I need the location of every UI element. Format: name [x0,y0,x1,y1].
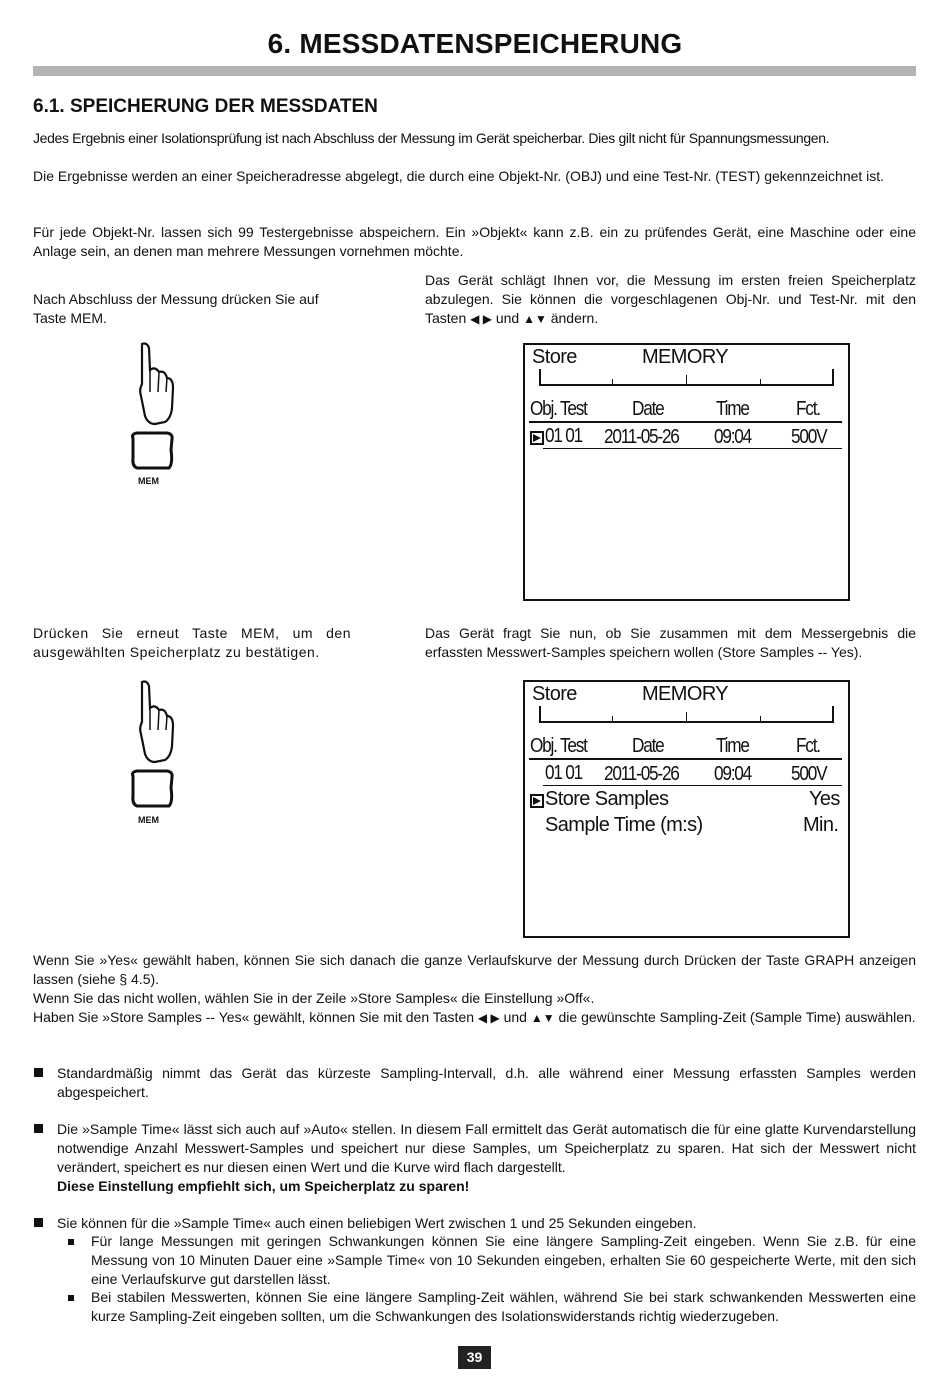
page-number: 39 [458,1346,491,1369]
bullet-2-bold: Diese Einstellung empfiehlt sich, um Speicherplatz zu sparen! [57,1178,470,1194]
lcd1-cursor-icon [530,431,544,445]
up-down-arrows-icon: ▲▼ [523,312,547,326]
finger-press-icon [125,340,180,490]
lcd2-scale-right [832,706,834,723]
bullet-2-text: Die »Sample Time« lässt sich auch auf »Auto« stellen. In diesem Fall ermittelt das Gerät automatisch die für eine glatte Kurvendarstellung notwendige Anzahl Messwert-Samples und speichert nur diese Samples, um Speicherplatz zu sparen. Hat sich der Messwert nicht verändert, speichert es nur diesen einen Wert und die Kurve wird flach dargestellt. [57,1121,916,1175]
lcd2-tick [760,716,761,721]
lcd1-col-obj-test: Obj. Test [530,398,587,420]
lcd1-tick [612,379,613,384]
lcd1-memory: MEMORY [642,346,729,368]
lcd1-col-fct: Fct. [796,398,820,420]
lcd1-store: Store [532,346,577,368]
lcd1-tick [686,375,687,384]
step1-description [425,271,916,329]
sub-bullet-2: Bei stabilen Messwerten, können Sie eine längere Sampling-Zeit wählen, während Sie bei stark schwankenden Messwerten eine kurze Sampling-Zeit eingeben sollten, um die Schwankungen des Isolationswiderstands richtig wiederzugeben. [91,1289,916,1324]
lcd2-row-time: 09:04 [714,763,752,785]
mem-key-label-2: MEM [138,815,159,825]
step1-desc-c: ändern. [550,310,599,326]
step2-description: Das Gerät fragt Sie nun, ob Sie zusammen mit dem Messergebnis die erfassten Messwert-Samples speichern wollen (Store Samples -- Yes). [425,625,916,660]
lcd2-row-date: 2011-05-26 [604,763,679,785]
sub-bullet-1: Für lange Messungen mit geringen Schwankungen können Sie eine längere Sampling-Zeit eingeben. Wenn Sie z.B. für eine Messung von 10 Minuten Dauer eine »Sample Time« von 10 Sekunden eingeben, erhalten Sie 60 gespeicherte Werte, mit den sich eine Verlaufskurve gut darstellen lässt. [91,1233,916,1287]
after-line-3 [33,1008,916,1028]
mem-key-label: MEM [138,476,159,486]
after-line-3b: und [503,1009,527,1025]
lcd1-scale-left [539,369,541,386]
lcd1-row-fct: 500V [791,426,827,448]
lcd2-header-rule [529,758,842,760]
bullet-3: Sie können für die »Sample Time« auch einen beliebigen Wert zwischen 1 und 25 Sekunden eingeben. [57,1215,697,1231]
lcd1-col-time: Time [716,398,749,420]
page-title: 6. MESSDATENSPEICHERUNG [267,28,683,59]
bullet-2 [57,1120,916,1196]
bullet-marker [34,1124,43,1133]
lcd2-scale-left [539,706,541,723]
lcd1-scale-right [832,369,834,386]
lcd2-tick [612,716,613,721]
bullet-marker [34,1068,43,1077]
lcd2-scale [539,721,834,723]
paragraph-1: Jedes Ergebnis einer Isolationsprüfung ist nach Abschluss der Messung im Gerät speicherbar. Dies gilt nicht für Spannungsmessungen. [33,130,830,146]
paragraph-3: Für jede Objekt-Nr. lassen sich 99 Testergebnisse abspeichern. Ein »Objekt« kann z.B. ein zu prüfendes Gerät, eine Maschine oder eine Anlage sein, an denen man mehrere Messungen vornehmen möchte. [33,224,916,259]
after-line-2: Wenn Sie das nicht wollen, wählen Sie in der Zeile »Store Samples« die Einstellung »Off«. [33,990,595,1006]
sub-bullet-marker [68,1295,74,1301]
bullet-marker [34,1218,43,1227]
lcd2-row-fct: 500V [791,763,827,785]
lcd2-col-date: Date [632,735,664,757]
lcd2-store-samples-value: Yes [809,788,840,810]
lcd2-store: Store [532,683,577,705]
after-text [33,951,916,1028]
left-right-arrows-icon-2: ◀ ▶ [477,1011,500,1025]
lcd1-tick [760,379,761,384]
lcd2-sample-time-value: Min. [803,814,839,836]
after-line-3c: die gewünschte Sampling-Zeit (Sample Time) auswählen. [558,1009,916,1025]
left-right-arrows-icon: ◀ ▶ [470,312,492,326]
lcd2-col-fct: Fct. [796,735,820,757]
lcd2-row-obj-test: 01 01 [545,762,583,784]
section-title: 6.1. SPEICHERUNG DER MESSDATEN [33,96,378,117]
lcd1-row-time: 09:04 [714,426,752,448]
lcd1-scale [539,384,834,386]
sub-bullet-marker [68,1239,74,1245]
lcd2-sample-time-label: Sample Time (m:s) [545,814,703,836]
paragraph-2: Die Ergebnisse werden an einer Speicheradresse abgelegt, die durch eine Objekt-Nr. (OBJ) und eine Test-Nr. (TEST) gekennzeichnet ist. [33,168,885,184]
step2-instruction: Drücken Sie erneut Taste MEM, um den ausgewählten Speicherplatz zu bestätigen. [33,625,351,660]
lcd2-cursor-icon [530,794,544,808]
lcd2-memory: MEMORY [642,683,729,705]
lcd1-row-date: 2011-05-26 [604,426,679,448]
after-line-3a: Haben Sie »Store Samples -- Yes« gewählt, können Sie mit den Tasten [33,1009,475,1025]
lcd2-col-time: Time [716,735,749,757]
lcd2-store-samples-label: Store Samples [545,788,669,810]
lcd1-row-rule [543,448,842,449]
lcd2-row-rule [543,785,842,786]
lcd2-tick [686,712,687,721]
up-down-arrows-icon-2: ▲▼ [530,1011,555,1025]
lcd-screen-2 [523,680,850,938]
lcd1-col-date: Date [632,398,664,420]
step1-instruction: Nach Abschluss der Messung drücken Sie auf Taste MEM. [33,291,319,326]
lcd-screen-1 [523,343,850,601]
lcd1-header-rule [529,421,842,423]
bullet-1: Standardmäßig nimmt das Gerät das kürzeste Sampling-Intervall, d.h. alle während einer Messung erfassten Samples werden abgespeichert. [57,1065,916,1100]
title-rule [33,66,916,76]
lcd2-col-obj-test: Obj. Test [530,735,587,757]
finger-press-icon-2 [125,678,180,828]
after-line-1: Wenn Sie »Yes« gewählt haben, können Sie sich danach die ganze Verlaufskurve der Messung durch Drücken der Taste GRAPH anzeigen lassen (siehe § 4.5). [33,952,916,987]
step1-desc-b: und [495,310,520,326]
lcd1-row-obj-test: 01 01 [545,425,583,447]
step1-desc-a: Das Gerät schlägt Ihnen vor, die Messung im ersten freien Speicherplatz abzulegen. Sie können die vorgeschlagenen Obj-Nr. und Test-Nr. mit den Tasten [425,272,916,326]
